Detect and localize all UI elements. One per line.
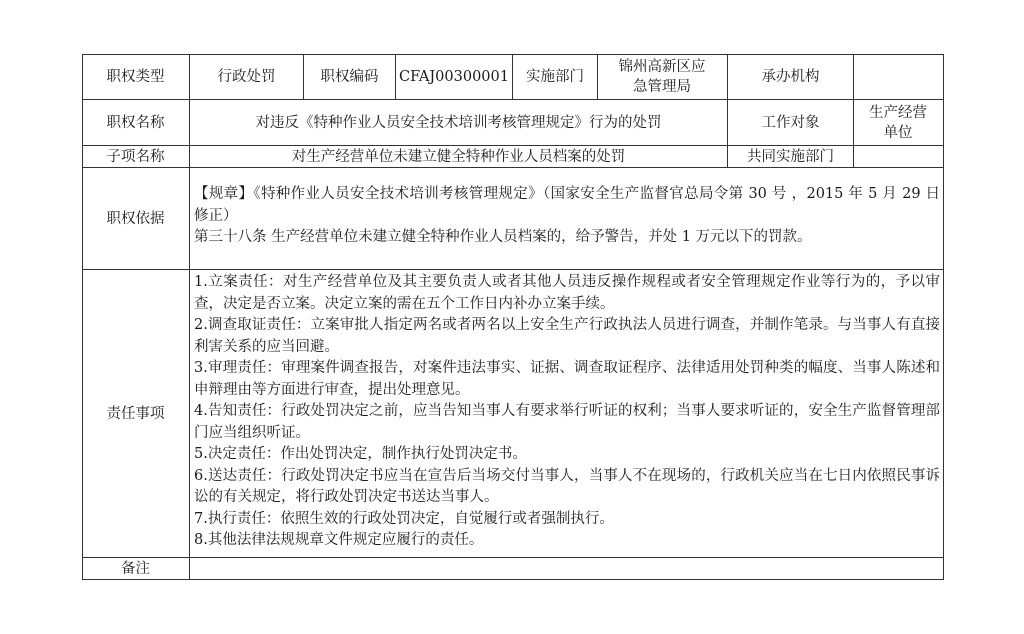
name-label: 职权名称 bbox=[106, 114, 165, 131]
duty-list bbox=[194, 272, 940, 552]
duty-item: 8.其他法律法规规章文件规定应履行的责任。 bbox=[194, 532, 484, 548]
subitem-value: 对生产经营单位未建立健全特种作业人员档案的处罚 bbox=[291, 148, 626, 165]
table-border-bottom bbox=[82, 579, 944, 580]
duty-label: 责任事项 bbox=[106, 405, 165, 422]
duty-item: 7.执行责任：依照生效的行政处罚决定，自觉履行或者强制执行。 bbox=[194, 510, 614, 527]
dept-value: 锦州高新区应急管理局 bbox=[618, 59, 706, 95]
code-value: CFAJ00300001 bbox=[399, 69, 509, 85]
remark-label: 备注 bbox=[121, 560, 150, 577]
joint-dept-value bbox=[854, 146, 943, 167]
agency-label: 承办机构 bbox=[761, 69, 820, 85]
target-label: 工作对象 bbox=[761, 114, 820, 131]
code-label: 职权编码 bbox=[320, 69, 379, 85]
subitem-label: 子项名称 bbox=[106, 148, 165, 165]
target-value: 生产经营单位 bbox=[869, 104, 927, 141]
row-divider-3 bbox=[82, 167, 944, 168]
duty-item: 4.告知责任：行政处罚决定之前，应当告知当事人有要求举行听证的权利；当事人要求听证的，安全生产监督管理部门应当组织听证。 bbox=[194, 403, 940, 441]
category-label: 职权类型 bbox=[106, 69, 165, 85]
row-divider-4 bbox=[82, 269, 944, 270]
name-value: 对违反《特种作业人员安全技术培训考核管理规定》行为的处罚 bbox=[255, 114, 662, 131]
duty-item: 1.立案责任：对生产经营单位及其主要负责人或者其他人员违反操作规程或者安全管理规定作业等行为的，予以审查，决定是否立案。决定立案的需在五个工作日内补办立案手续。 bbox=[194, 274, 940, 312]
category-value: 行政处罚 bbox=[217, 69, 276, 85]
remark-value bbox=[190, 558, 943, 579]
basis-regulation-text: 【规章】《特种作业人员安全技术培训考核管理规定》（国家安全生产监督官总局令第 30 号 ，2015 年 5 月 29 日 修正） bbox=[194, 186, 940, 224]
basis-article-text: 第三十八条 生产经营单位未建立健全特种作业人员档案的，给予警告，并处 1 万元以下的罚款。 bbox=[194, 229, 812, 245]
duty-item: 3.审理责任：审理案件调查报告，对案件违法事实、证据、调查取证程序、法律适用处罚种类的幅度、当事人陈述和申辩理由等方面进行审查，提出处理意见。 bbox=[194, 360, 940, 398]
duty-item: 6.送达责任：行政处罚决定书应当在宣告后当场交付当事人，当事人不在现场的，行政机关应当在七日内依照民事诉讼的有关规定，将行政处罚决定书送达当事人。 bbox=[194, 467, 940, 505]
dept-label: 实施部门 bbox=[526, 69, 584, 85]
agency-value bbox=[854, 55, 943, 99]
joint-dept-label: 共同实施部门 bbox=[747, 148, 834, 165]
col-divider-r1-d bbox=[597, 54, 598, 100]
duty-item: 5.决定责任：作出处罚决定，制作执行处罚决定书。 bbox=[194, 446, 527, 462]
basis-label: 职权依据 bbox=[106, 210, 165, 227]
basis-content bbox=[194, 184, 940, 249]
duty-item: 2.调查取证责任：立案审批人指定两名或者两名以上安全生产行政执法人员进行调查，并制作笔录。与当事人有直接利害关系的应当回避。 bbox=[194, 317, 940, 355]
table-border-right bbox=[943, 54, 944, 580]
